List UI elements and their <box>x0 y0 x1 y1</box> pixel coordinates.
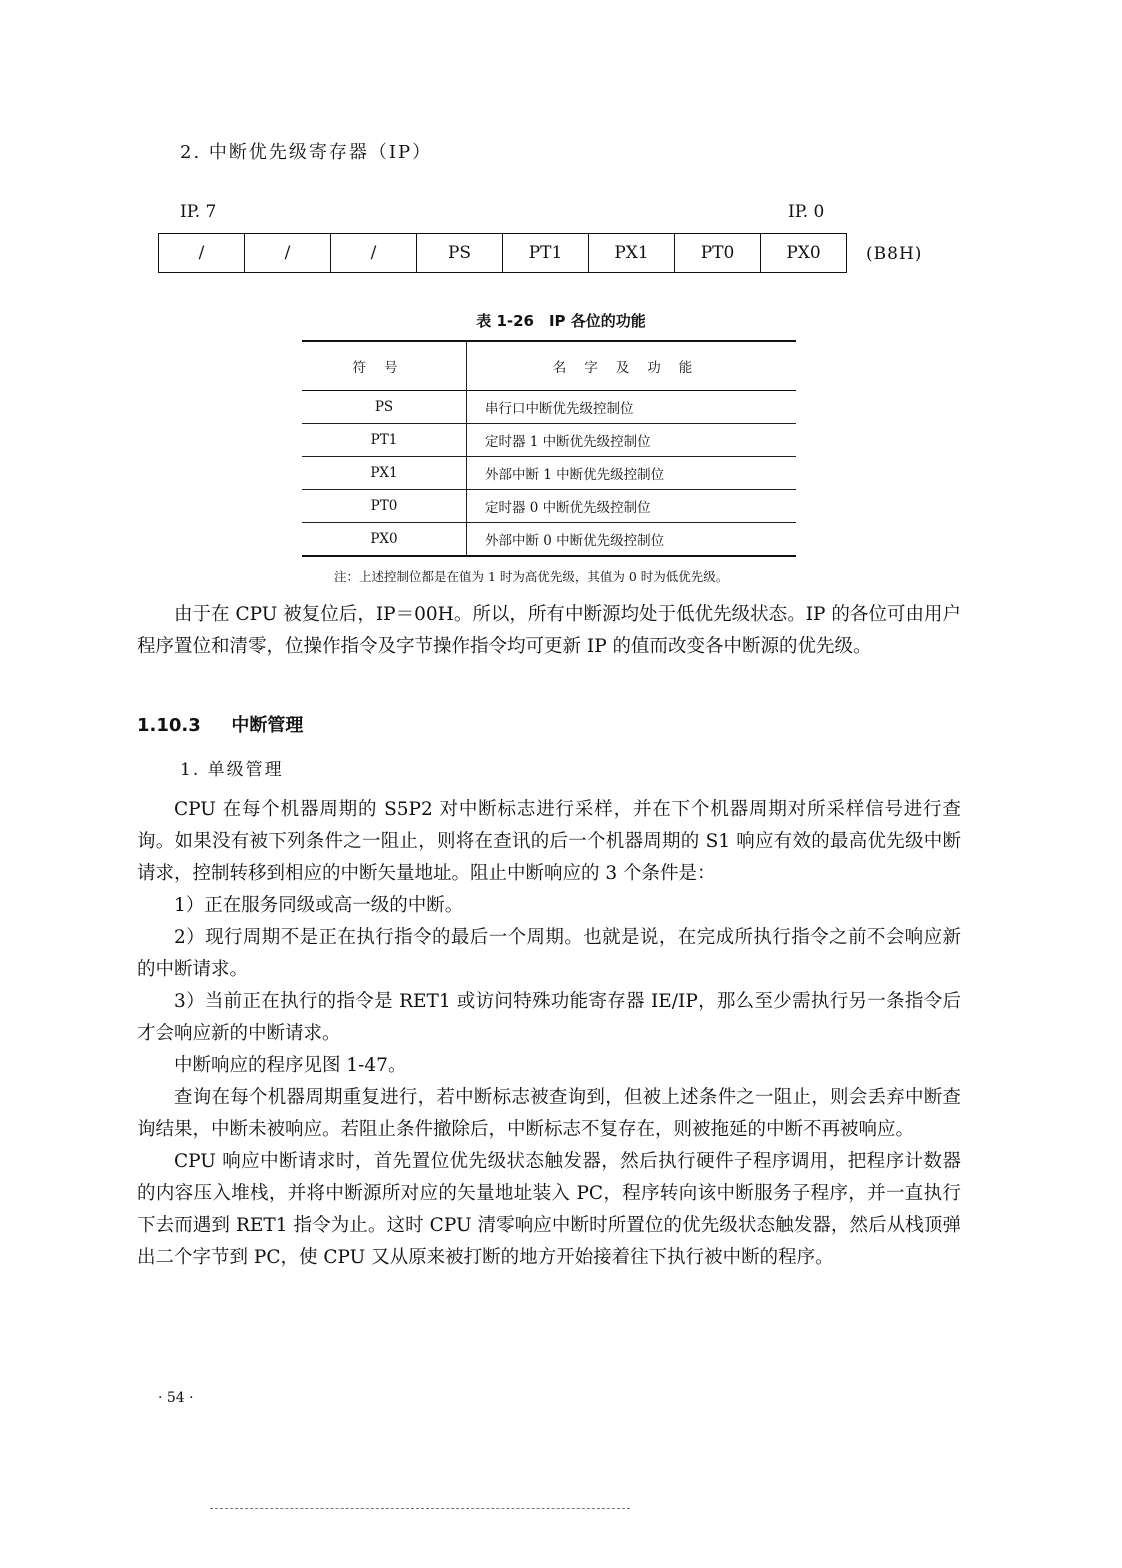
row-symbol: PT1 <box>302 424 467 457</box>
paragraph: 3）当前正在执行的指令是 RET1 或访问特殊功能寄存器 IE/IP，那么至少需执行另一条指令后才会响应新的中断请求。 <box>137 991 961 1044</box>
paragraph: 中断响应的程序见图 1-47。 <box>174 1055 407 1076</box>
row-function: 定时器 0 中断优先级控制位 <box>485 500 651 516</box>
subsection-heading: 1. 单级管理 <box>180 760 284 780</box>
table-row <box>302 424 796 457</box>
row-function: 外部中断 1 中断优先级控制位 <box>485 467 665 483</box>
paragraph-reset-text: 由于在 CPU 被复位后，IP＝00H。所以，所有中断源均处于低优先级状态。IP 的各位可由用户程序置位和清零，位操作指令及字节操作指令均可更新 IP 的值而改变各中断源的优先级。 <box>137 604 961 657</box>
row-function: 串行口中断优先级控制位 <box>485 401 634 417</box>
row-function: 定时器 1 中断优先级控制位 <box>485 434 651 450</box>
body-text <box>137 794 961 1274</box>
scan-bottom-rule <box>210 1508 630 1509</box>
table-row <box>302 391 796 424</box>
register-bit-4: PS <box>417 234 503 273</box>
register-address: (B8H) <box>866 244 923 264</box>
header-symbol: 符号 <box>302 341 467 391</box>
register-bit-1: PT0 <box>675 234 761 273</box>
subheading-ip-register: 2. 中断优先级寄存器（IP） <box>180 142 433 163</box>
paragraph: 2）现行周期不是正在执行指令的最后一个周期。也就是说，在完成所执行指令之前不会响应新的中断请求。 <box>137 927 961 980</box>
paragraph: 查询在每个机器周期重复进行，若中断标志被查询到，但被上述条件之一阻止，则会丢弃中断查询结果，中断未被响应。若阻止条件撤除后，中断标志不复存在，则被拖延的中断不再被响应。 <box>137 1087 961 1140</box>
paragraph: CPU 在每个机器周期的 S5P2 对中断标志进行采样，并在下个机器周期对所采样信号进行查询。如果没有被下列条件之一阻止，则将在查讯的后一个机器周期的 S1 响应有效的最高优先级中断请求，控制转移到相应的中断矢量地址。阻止中断响应的 3 个条件是： <box>137 799 961 884</box>
table-row <box>302 457 796 490</box>
register-bit-0: PX0 <box>761 234 847 273</box>
table-caption: 表 1-26 IP 各位的功能 <box>476 312 646 330</box>
ip-register-diagram <box>158 233 847 273</box>
row-symbol: PS <box>302 391 467 424</box>
register-bit-2: PX1 <box>589 234 675 273</box>
paragraph: CPU 响应中断请求时，首先置位优先级状态触发器，然后执行硬件子程序调用，把程序计数器的内容压入堆栈，并将中断源所对应的矢量地址装入 PC，程序转向该中断服务子程序，并一直执行下去而遇到 RET1 指令为止。这时 CPU 清零响应中断时所置位的优先级状态触发器，然后从栈顶弹出二个字节到 PC，使 CPU 又从原来被打断的地方开始接着往下执行被中断的程序。 <box>137 1151 961 1268</box>
register-bit-6: / <box>245 234 331 273</box>
register-bit-7: / <box>159 234 245 273</box>
register-bit-3: PT1 <box>503 234 589 273</box>
table-note: 注：上述控制位都是在值为 1 时为高优先级，其值为 0 时为低优先级。 <box>334 569 729 584</box>
table-header-row <box>302 341 796 391</box>
row-symbol: PT0 <box>302 490 467 523</box>
row-symbol: PX1 <box>302 457 467 490</box>
ip-bit-function-table <box>302 340 796 557</box>
row-function: 外部中断 0 中断优先级控制位 <box>485 533 665 549</box>
register-msb-label: IP. 7 <box>180 202 217 222</box>
paragraph-reset <box>137 599 961 663</box>
table-row <box>302 523 796 557</box>
page-number: · 54 · <box>158 1390 194 1406</box>
paragraph: 1）正在服务同级或高一级的中断。 <box>174 895 464 916</box>
section-number: 1.10.3 <box>137 715 201 736</box>
header-name-function: 名字及功能 <box>552 360 711 376</box>
table-row <box>302 490 796 523</box>
section-heading <box>137 711 303 737</box>
register-bit-5: / <box>331 234 417 273</box>
row-symbol: PX0 <box>302 523 467 557</box>
section-title: 中断管理 <box>231 715 304 736</box>
register-lsb-label: IP. 0 <box>788 202 825 222</box>
